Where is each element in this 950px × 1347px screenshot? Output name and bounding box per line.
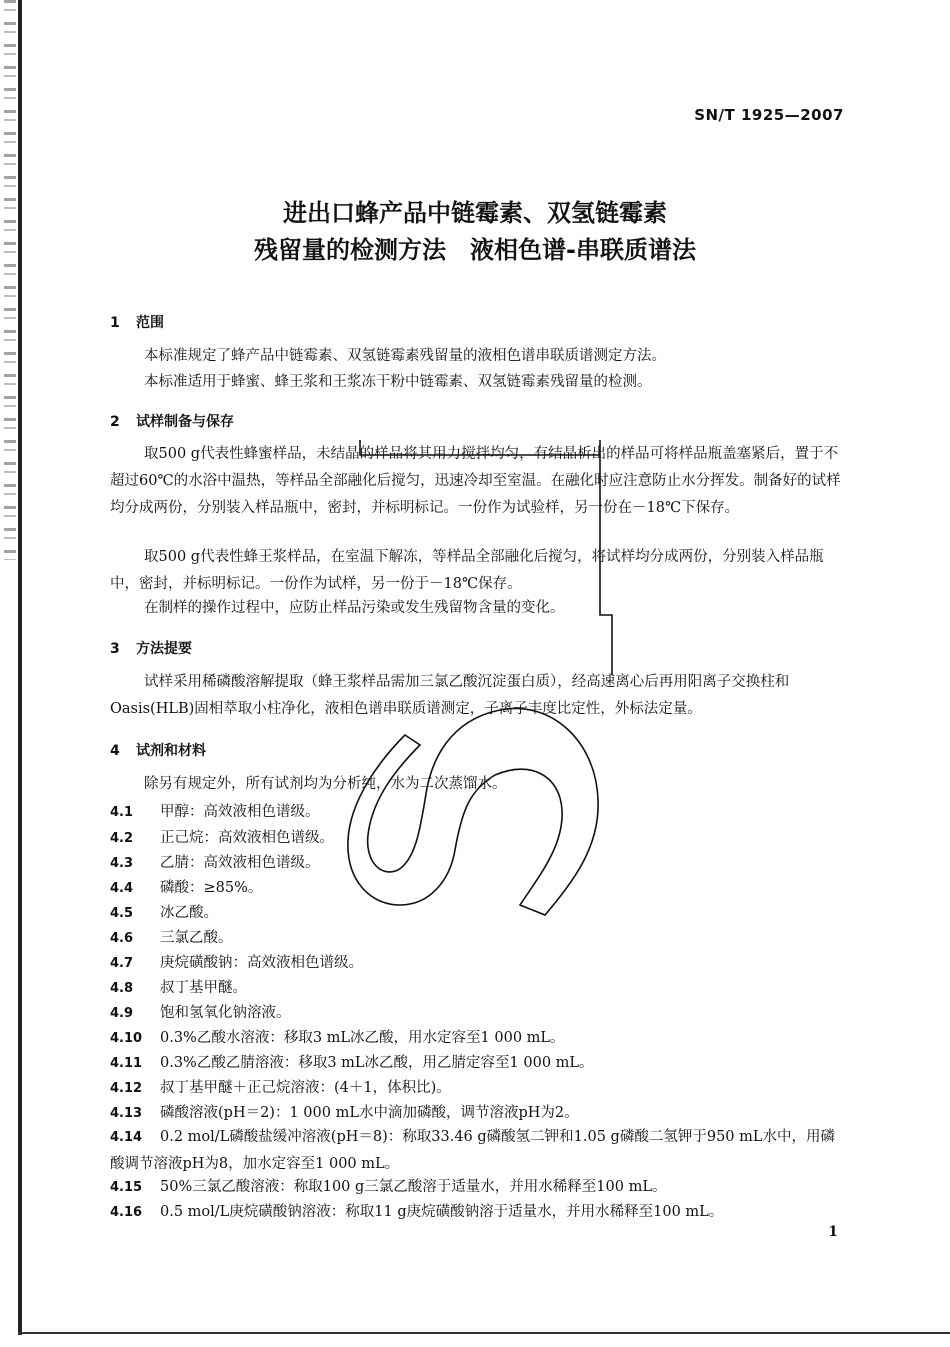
list-item: 4.11 0.3%乙酸乙腈溶液：移取3 mL冰乙酸，用乙腈定容至1 000 mL。 — [110, 1055, 594, 1071]
list-item: 4.8 叔丁基甲醚。 — [110, 980, 247, 996]
list-item: 4.1 甲醇：高效液相色谱级。 — [110, 804, 320, 820]
list-item: 4.3 乙腈：高效液相色谱级。 — [110, 855, 320, 871]
section-number: 2 — [110, 414, 120, 430]
section-4-intro: 除另有规定外，所有试剂均为分析纯，水为二次蒸馏水。 — [144, 776, 507, 792]
section-2-paragraph-1: 取500 g代表性蜂蜜样品，未结晶的样品将其用力搅拌均匀，有结晶析出的样品可将样品瓶盖塞紧后，置于不超过60℃的水浴中温热，等样品全部融化后搅匀，迅速冷却至室温。在融化时应注意防止水分挥发。制备好的试样均分成两份，分别装入样品瓶中，密封，并标明标记。一份作为试验样，另一份在－18℃下保存。 — [110, 446, 841, 516]
section-number: 4 — [110, 743, 120, 759]
list-item: 4.9 饱和氢氧化钠溶液。 — [110, 1005, 291, 1021]
page-number: 1 — [828, 1224, 838, 1240]
list-item: 4.14 0.2 mol/L磷酸盐缓冲溶液(pH＝8)：称取33.46 g磷酸氢二钾和1.05 g磷酸二氢钾于950 mL水中，用磷酸调节溶液pH为8，加水定容至1 000 mL。 — [110, 1129, 836, 1172]
section-number: 3 — [110, 641, 120, 657]
watermark-frame-top — [360, 440, 600, 455]
section-title: 方法提要 — [136, 641, 192, 657]
list-item: 4.5 冰乙酸。 — [110, 905, 218, 921]
section-2-paragraph-2: 取500 g代表性蜂王浆样品，在室温下解冻，等样品全部融化后搅匀，将试样均分成两份，分别装入样品瓶中，密封，并标明标记。一份作为试样，另一份于－18℃保存。 — [110, 549, 824, 592]
section-1-paragraph-1: 本标准规定了蜂产品中链霉素、双氢链霉素残留量的液相色谱串联质谱测定方法。 — [144, 348, 666, 364]
list-item: 4.12 叔丁基甲醚＋正己烷溶液：(4＋1，体积比)。 — [110, 1080, 451, 1096]
section-title: 试剂和材料 — [136, 743, 206, 759]
document-title-line-2: 残留量的检测方法 液相色谱-串联质谱法 — [254, 236, 696, 264]
section-1-paragraph-2: 本标准适用于蜂蜜、蜂王浆和王浆冻干粉中链霉素、双氢链霉素残留量的检测。 — [144, 374, 652, 390]
standard-number: SN/T 1925—2007 — [694, 106, 844, 124]
section-title: 范围 — [136, 315, 164, 331]
list-item: 4.7 庚烷磺酸钠：高效液相色谱级。 — [110, 955, 363, 971]
list-item: 4.13 磷酸溶液(pH＝2)：1 000 mL水中滴加磷酸，调节溶液pH为2。 — [110, 1105, 579, 1121]
watermark-s-letter — [348, 708, 598, 915]
section-number: 1 — [110, 315, 120, 331]
list-item: 4.6 三氯乙酸。 — [110, 930, 233, 946]
section-2-paragraph-3: 在制样的操作过程中，应防止样品污染或发生残留物含量的变化。 — [144, 600, 565, 616]
section-title: 试样制备与保存 — [136, 414, 234, 430]
list-item: 4.4 磷酸：≥85%。 — [110, 880, 263, 896]
list-item: 4.15 50%三氯乙酸溶液：称取100 g三氯乙酸溶于适量水，并用水稀释至100 mL。 — [110, 1179, 667, 1195]
watermark-frame-right — [600, 455, 612, 675]
section-3-paragraph-1: 试样采用稀磷酸溶解提取（蜂王浆样品需加三氯乙酸沉淀蛋白质），经高速离心后再用阳离子交换柱和Oasis(HLB)固相萃取小柱净化，液相色谱串联质谱测定，子离子丰度比定性，外标法定量。 — [110, 674, 790, 717]
list-item: 4.10 0.3%乙酸水溶液：移取3 mL冰乙酸，用水定容至1 000 mL。 — [110, 1030, 565, 1046]
list-item: 4.2 正己烷：高效液相色谱级。 — [110, 830, 334, 846]
document-title-line-1: 进出口蜂产品中链霉素、双氢链霉素 — [283, 199, 667, 227]
list-item: 4.16 0.5 mol/L庚烷磺酸钠溶液：称取11 g庚烷磺酸钠溶于适量水，并用水稀释至100 mL。 — [110, 1204, 724, 1220]
